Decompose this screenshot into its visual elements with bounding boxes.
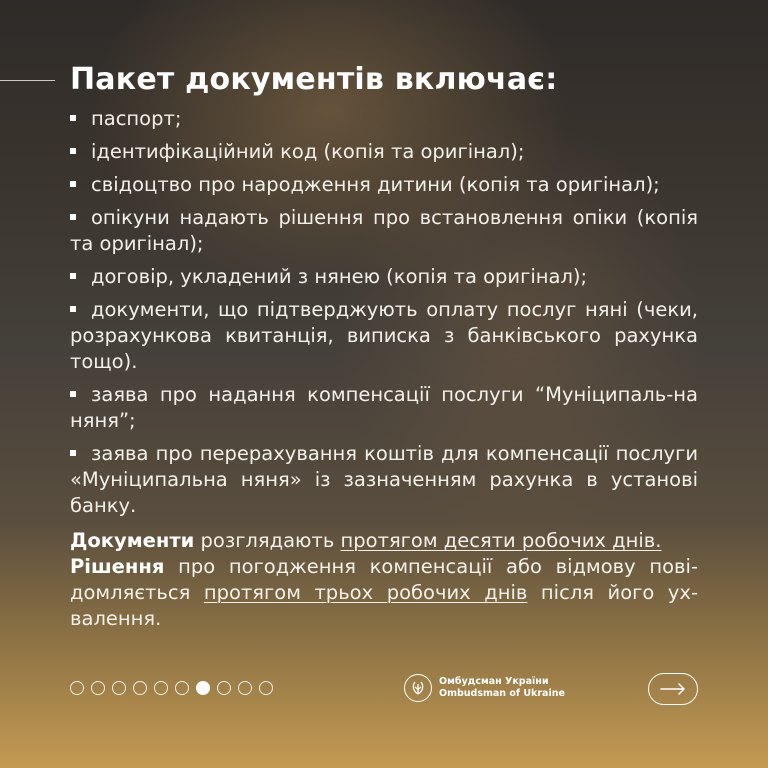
pagination-dot[interactable] [91, 681, 105, 695]
review-summary: Документи розглядають протягом десяти робочих днів. Рішення про погодження компенсації або відмову пові-домляється протягом трьох робочих днів після його ух-валення. [70, 529, 698, 630]
pagination-dot[interactable] [70, 681, 84, 695]
bullet-icon [70, 273, 76, 279]
pagination-dot[interactable] [112, 681, 126, 695]
review-period-text: протягом десяти робочих днів. [340, 529, 662, 552]
list-item: заява про надання компенсації послуги “Муніципаль-на няня”; [70, 383, 698, 432]
ombudsman-emblem-icon [404, 674, 432, 702]
decorative-line [0, 80, 55, 81]
bullet-icon [70, 148, 76, 154]
documents-list [70, 106, 698, 526]
pagination-dot[interactable] [175, 681, 189, 695]
list-item: ідентифікаційний код (копія та оригінал); [70, 139, 698, 165]
next-slide-button[interactable] [648, 673, 698, 705]
pagination-dots [70, 681, 273, 695]
list-item: опікуни надають рішення про встановлення опіки (копія та оригінал); [70, 206, 698, 255]
summary-documents-label: Документи [70, 529, 195, 552]
bullet-icon [70, 450, 76, 456]
bullet-icon [70, 181, 76, 187]
pagination-dot[interactable] [133, 681, 147, 695]
bullet-icon [70, 214, 76, 220]
summary-decision-label: Рішення [70, 555, 165, 578]
pagination-dot[interactable] [259, 681, 273, 695]
ombudsman-logo [404, 674, 565, 702]
logo-line-en: Ombudsman of Ukraine [439, 688, 565, 699]
list-item: заява про перерахування коштів для компенсації послуги «Муніципальна няня» із зазначенням рахунка в установі банку. [70, 442, 698, 517]
arrow-right-icon [660, 683, 686, 695]
logo-line-ua: Омбудсман України [439, 676, 549, 687]
pagination-dot[interactable] [217, 681, 231, 695]
list-item: договір, укладений з нянею (копія та оригінал); [70, 264, 698, 290]
page-title: Пакет документів включає: [70, 62, 558, 97]
list-item: свідоцтво про народження дитини (копія та оригінал); [70, 172, 698, 198]
bullet-icon [70, 115, 76, 121]
notification-period-text: протягом трьох робочих днів [203, 581, 528, 604]
pagination-dot[interactable] [196, 681, 210, 695]
bullet-icon [70, 306, 76, 312]
pagination-dot[interactable] [154, 681, 168, 695]
pagination-dot[interactable] [238, 681, 252, 695]
bullet-icon [70, 391, 76, 397]
list-item: документи, що підтверджують оплату послуг няні (чеки, розрахункова квитанція, виписка з банківського рахунка тощо). [70, 298, 698, 373]
list-item: паспорт; [70, 106, 698, 132]
